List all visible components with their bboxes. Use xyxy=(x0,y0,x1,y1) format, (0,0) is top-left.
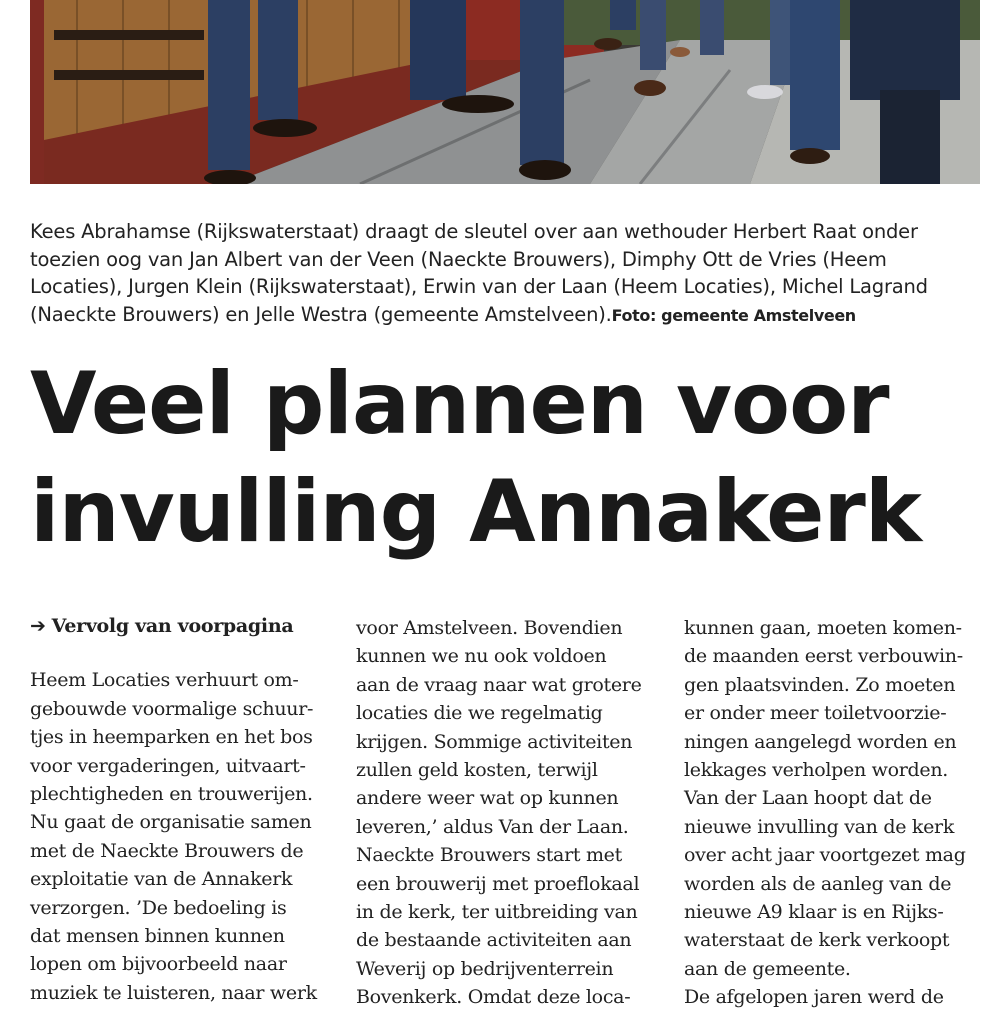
photo-caption xyxy=(30,218,975,329)
article-column-3 xyxy=(684,614,974,1012)
text-line: dat mensen binnen kunnen xyxy=(30,925,285,948)
kicker xyxy=(30,612,322,640)
text-line: tjes in heemparken en het bos xyxy=(30,726,313,749)
text-line: in de kerk, ter uitbreiding van xyxy=(356,901,638,924)
text-line: de maanden eerst verbouwin- xyxy=(684,645,963,668)
text-line: voor vergaderingen, uitvaart- xyxy=(30,754,306,777)
text-line: andere weer wat op kunnen xyxy=(356,787,619,810)
headline-line-2: invulling Annakerk xyxy=(30,462,922,562)
text-line: leveren,’ aldus Van der Laan. xyxy=(356,815,629,838)
text-line: Weverij op bedrijventerrein xyxy=(356,957,614,980)
text-line: Naeckte Brouwers start met xyxy=(356,844,622,867)
article-column-2 xyxy=(356,614,656,1012)
article-photo xyxy=(30,0,980,184)
headline xyxy=(30,350,980,566)
text-line: kunnen gaan, moeten komen- xyxy=(684,617,962,639)
column-1-text xyxy=(30,666,322,1007)
photo-illustration xyxy=(30,0,980,184)
text-line: Heem Locaties verhuurt om- xyxy=(30,669,299,692)
text-line: Van der Laan hoopt dat de xyxy=(684,787,932,810)
text-line: waterstaat de kerk verkoopt xyxy=(684,929,950,952)
text-line: nieuwe A9 klaar is en Rijks- xyxy=(684,901,944,924)
text-line: exploitatie van de Annakerk xyxy=(30,868,293,891)
text-line: gen plaatsvinden. Zo moeten xyxy=(684,673,956,696)
text-line: lekkages verholpen worden. xyxy=(684,759,949,782)
text-line: plechtigheden en trouwerijen. xyxy=(30,783,313,806)
text-line: ningen aangelegd worden en xyxy=(684,730,957,753)
text-line: de bestaande activiteiten aan xyxy=(356,929,632,952)
text-line: worden als de aanleg van de xyxy=(684,872,952,895)
text-line: Nu gaat de organisatie samen xyxy=(30,811,312,834)
text-line: nieuwe invulling van de kerk xyxy=(684,815,955,838)
text-line: zullen geld kosten, terwijl xyxy=(356,759,598,782)
text-line: locaties die we regelmatig xyxy=(356,702,603,725)
text-line: krijgen. Sommige activiteiten xyxy=(356,730,633,753)
kicker-text: Vervolg van voorpagina xyxy=(51,615,294,637)
text-line: met de Naeckte Brouwers de xyxy=(30,839,304,862)
text-line: verzorgen. ’De bedoeling is xyxy=(30,896,287,919)
arrow-right-icon: ➔ xyxy=(30,615,46,637)
text-line: een brouwerij met proeflokaal xyxy=(356,872,640,895)
caption-text: Kees Abrahamse (Rijkswaterstaat) draagt de sleutel over aan wethouder Herbert Raat onder toezien oog van Jan Albert van der Veen (Naeckte Brouwers), Dimphy Ott de Vries (Heem Locaties), Jurgen Klein (Rijkswaterstaat), Erwin van der Laan (Heem Locaties), Michel Lagrand (Naeckte Brouwers) en Jelle Westra (gemeente Amstelveen). xyxy=(30,220,928,326)
text-line: lopen om bijvoorbeeld naar xyxy=(30,953,287,976)
text-line: voor Amstelveen. Bovendien xyxy=(356,617,623,639)
headline-line-1: Veel plannen voor xyxy=(30,354,889,454)
article-column-1 xyxy=(30,612,322,1007)
text-line: kunnen we nu ook voldoen xyxy=(356,645,607,668)
column-2-text xyxy=(356,614,656,1012)
text-line: De afgelopen jaren werd de xyxy=(684,986,944,1009)
text-line: gebouwde voormalige schuur- xyxy=(30,697,314,720)
text-line: er onder meer toiletvoorzie- xyxy=(684,702,947,725)
text-line: over acht jaar voortgezet mag xyxy=(684,844,966,867)
photo-credit: Foto: gemeente Amstelveen xyxy=(611,305,856,325)
column-3-text xyxy=(684,614,974,1012)
text-line: aan de vraag naar wat grotere xyxy=(356,673,642,696)
text-line: aan de gemeente. xyxy=(684,957,851,980)
text-line: muziek te luisteren, naar werk xyxy=(30,981,317,1004)
text-line: Bovenkerk. Omdat deze loca- xyxy=(356,986,631,1009)
